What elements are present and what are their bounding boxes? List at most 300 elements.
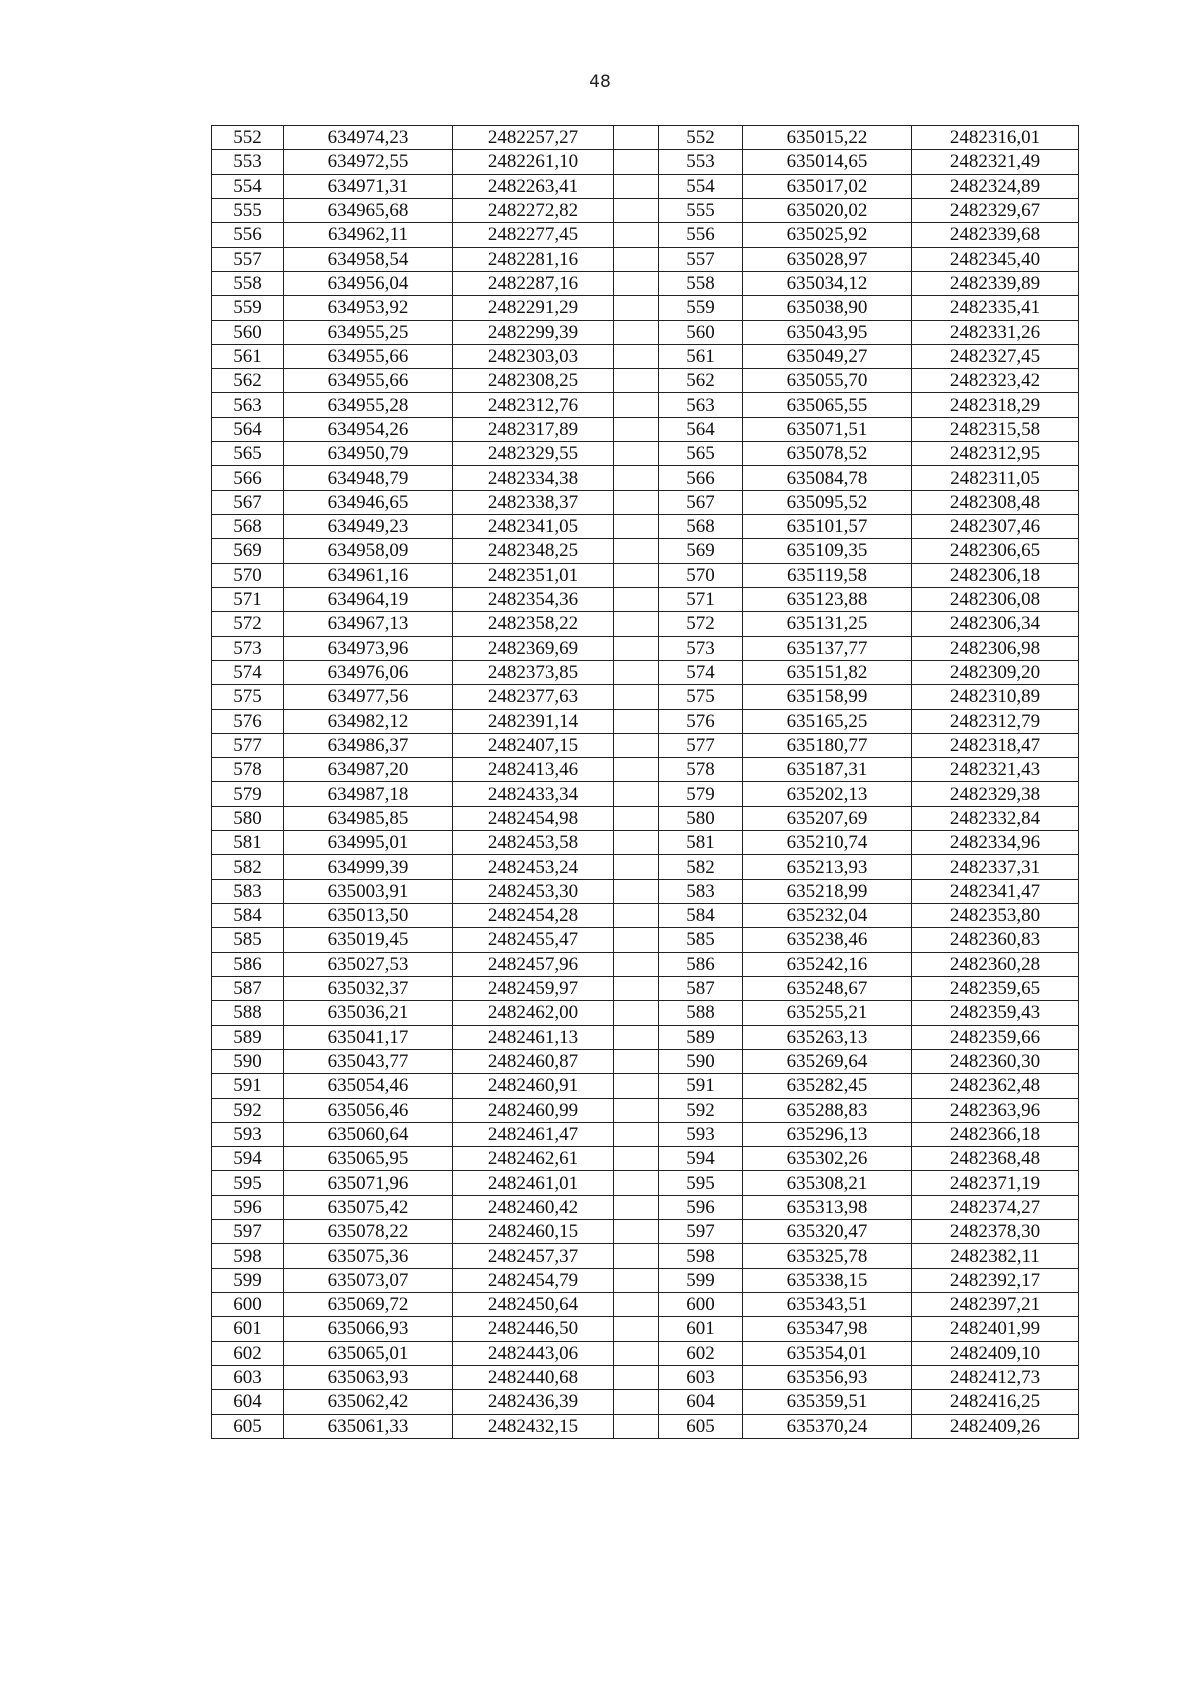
x-coordinate-left: 635061,33 — [284, 1414, 453, 1438]
x-coordinate-right: 635242,16 — [743, 952, 912, 976]
table-row — [212, 174, 1079, 198]
x-coordinate-left: 635054,46 — [284, 1074, 453, 1098]
spacer-cell — [614, 1147, 659, 1171]
table-row — [212, 1365, 1079, 1389]
y-coordinate-left: 2482257,27 — [453, 126, 614, 150]
point-number-left: 590 — [212, 1049, 284, 1073]
x-coordinate-left: 634972,55 — [284, 150, 453, 174]
table-row — [212, 563, 1079, 587]
y-coordinate-left: 2482460,91 — [453, 1074, 614, 1098]
point-number-right: 559 — [659, 296, 743, 320]
point-number-right: 575 — [659, 685, 743, 709]
table-row — [212, 1122, 1079, 1146]
spacer-cell — [614, 660, 659, 684]
table-row — [212, 758, 1079, 782]
y-coordinate-right: 2482363,96 — [912, 1098, 1079, 1122]
point-number-left: 571 — [212, 587, 284, 611]
table-row — [212, 782, 1079, 806]
spacer-cell — [614, 758, 659, 782]
point-number-left: 588 — [212, 1001, 284, 1025]
y-coordinate-left: 2482432,15 — [453, 1414, 614, 1438]
y-coordinate-right: 2482359,43 — [912, 1001, 1079, 1025]
x-coordinate-left: 635066,93 — [284, 1317, 453, 1341]
x-coordinate-left: 634955,66 — [284, 344, 453, 368]
x-coordinate-right: 635034,12 — [743, 271, 912, 295]
y-coordinate-right: 2482360,30 — [912, 1049, 1079, 1073]
x-coordinate-right: 635151,82 — [743, 660, 912, 684]
y-coordinate-right: 2482312,79 — [912, 709, 1079, 733]
y-coordinate-right: 2482306,98 — [912, 636, 1079, 660]
y-coordinate-right: 2482345,40 — [912, 247, 1079, 271]
spacer-cell — [614, 490, 659, 514]
y-coordinate-left: 2482407,15 — [453, 733, 614, 757]
spacer-cell — [614, 587, 659, 611]
y-coordinate-left: 2482351,01 — [453, 563, 614, 587]
spacer-cell — [614, 466, 659, 490]
x-coordinate-left: 635060,64 — [284, 1122, 453, 1146]
y-coordinate-right: 2482366,18 — [912, 1122, 1079, 1146]
point-number-right: 584 — [659, 904, 743, 928]
table-row — [212, 1317, 1079, 1341]
spacer-cell — [614, 1171, 659, 1195]
table-row — [212, 709, 1079, 733]
x-coordinate-left: 635027,53 — [284, 952, 453, 976]
y-coordinate-left: 2482391,14 — [453, 709, 614, 733]
point-number-right: 552 — [659, 126, 743, 150]
point-number-right: 560 — [659, 320, 743, 344]
spacer-cell — [614, 515, 659, 539]
x-coordinate-left: 635062,42 — [284, 1390, 453, 1414]
point-number-right: 558 — [659, 271, 743, 295]
y-coordinate-right: 2482312,95 — [912, 442, 1079, 466]
spacer-cell — [614, 150, 659, 174]
point-number-right: 569 — [659, 539, 743, 563]
x-coordinate-right: 635302,26 — [743, 1147, 912, 1171]
y-coordinate-left: 2482457,37 — [453, 1244, 614, 1268]
y-coordinate-left: 2482462,00 — [453, 1001, 614, 1025]
y-coordinate-right: 2482323,42 — [912, 369, 1079, 393]
y-coordinate-right: 2482309,20 — [912, 660, 1079, 684]
point-number-left: 595 — [212, 1171, 284, 1195]
point-number-right: 599 — [659, 1268, 743, 1292]
point-number-right: 586 — [659, 952, 743, 976]
point-number-left: 564 — [212, 417, 284, 441]
table-row — [212, 539, 1079, 563]
point-number-left: 554 — [212, 174, 284, 198]
x-coordinate-right: 635028,97 — [743, 247, 912, 271]
point-number-left: 599 — [212, 1268, 284, 1292]
point-number-left: 569 — [212, 539, 284, 563]
x-coordinate-right: 635232,04 — [743, 904, 912, 928]
x-coordinate-left: 635075,42 — [284, 1195, 453, 1219]
y-coordinate-left: 2482460,42 — [453, 1195, 614, 1219]
y-coordinate-right: 2482337,31 — [912, 855, 1079, 879]
table-row — [212, 1001, 1079, 1025]
spacer-cell — [614, 1244, 659, 1268]
y-coordinate-left: 2482277,45 — [453, 223, 614, 247]
y-coordinate-left: 2482450,64 — [453, 1293, 614, 1317]
point-number-right: 554 — [659, 174, 743, 198]
y-coordinate-left: 2482453,24 — [453, 855, 614, 879]
point-number-left: 573 — [212, 636, 284, 660]
y-coordinate-right: 2482306,18 — [912, 563, 1079, 587]
x-coordinate-left: 635071,96 — [284, 1171, 453, 1195]
table-row — [212, 1414, 1079, 1438]
point-number-right: 589 — [659, 1025, 743, 1049]
point-number-right: 576 — [659, 709, 743, 733]
x-coordinate-right: 635218,99 — [743, 879, 912, 903]
point-number-right: 571 — [659, 587, 743, 611]
point-number-left: 555 — [212, 198, 284, 222]
table-row — [212, 393, 1079, 417]
x-coordinate-right: 635296,13 — [743, 1122, 912, 1146]
x-coordinate-left: 635019,45 — [284, 928, 453, 952]
point-number-left: 585 — [212, 928, 284, 952]
y-coordinate-right: 2482315,58 — [912, 417, 1079, 441]
table-row — [212, 271, 1079, 295]
x-coordinate-left: 634976,06 — [284, 660, 453, 684]
x-coordinate-right: 635180,77 — [743, 733, 912, 757]
point-number-right: 603 — [659, 1365, 743, 1389]
point-number-right: 565 — [659, 442, 743, 466]
x-coordinate-right: 635071,51 — [743, 417, 912, 441]
table-row — [212, 636, 1079, 660]
y-coordinate-left: 2482440,68 — [453, 1365, 614, 1389]
y-coordinate-right: 2482371,19 — [912, 1171, 1079, 1195]
spacer-cell — [614, 1122, 659, 1146]
spacer-cell — [614, 612, 659, 636]
y-coordinate-left: 2482354,36 — [453, 587, 614, 611]
spacer-cell — [614, 1390, 659, 1414]
point-number-right: 598 — [659, 1244, 743, 1268]
x-coordinate-left: 635043,77 — [284, 1049, 453, 1073]
point-number-left: 601 — [212, 1317, 284, 1341]
x-coordinate-left: 634973,96 — [284, 636, 453, 660]
y-coordinate-right: 2482331,26 — [912, 320, 1079, 344]
y-coordinate-right: 2482416,25 — [912, 1390, 1079, 1414]
y-coordinate-left: 2482453,58 — [453, 831, 614, 855]
x-coordinate-right: 635359,51 — [743, 1390, 912, 1414]
y-coordinate-left: 2482453,30 — [453, 879, 614, 903]
y-coordinate-right: 2482307,46 — [912, 515, 1079, 539]
x-coordinate-left: 634985,85 — [284, 806, 453, 830]
point-number-right: 591 — [659, 1074, 743, 1098]
x-coordinate-right: 635320,47 — [743, 1220, 912, 1244]
table-row — [212, 831, 1079, 855]
x-coordinate-right: 635158,99 — [743, 685, 912, 709]
spacer-cell — [614, 904, 659, 928]
spacer-cell — [614, 539, 659, 563]
y-coordinate-right: 2482359,66 — [912, 1025, 1079, 1049]
point-number-left: 572 — [212, 612, 284, 636]
spacer-cell — [614, 417, 659, 441]
y-coordinate-left: 2482457,96 — [453, 952, 614, 976]
table-row — [212, 1390, 1079, 1414]
x-coordinate-right: 635049,27 — [743, 344, 912, 368]
spacer-cell — [614, 126, 659, 150]
point-number-right: 567 — [659, 490, 743, 514]
x-coordinate-left: 635032,37 — [284, 976, 453, 1000]
y-coordinate-left: 2482446,50 — [453, 1317, 614, 1341]
y-coordinate-right: 2482378,30 — [912, 1220, 1079, 1244]
table-row — [212, 1220, 1079, 1244]
y-coordinate-left: 2482291,29 — [453, 296, 614, 320]
point-number-right: 602 — [659, 1341, 743, 1365]
y-coordinate-right: 2482368,48 — [912, 1147, 1079, 1171]
point-number-left: 557 — [212, 247, 284, 271]
spacer-cell — [614, 1098, 659, 1122]
x-coordinate-left: 635065,01 — [284, 1341, 453, 1365]
x-coordinate-left: 634954,26 — [284, 417, 453, 441]
table-row — [212, 344, 1079, 368]
table-row — [212, 952, 1079, 976]
table-row — [212, 879, 1079, 903]
x-coordinate-left: 634953,92 — [284, 296, 453, 320]
point-number-left: 558 — [212, 271, 284, 295]
x-coordinate-right: 635356,93 — [743, 1365, 912, 1389]
y-coordinate-left: 2482341,05 — [453, 515, 614, 539]
x-coordinate-right: 635210,74 — [743, 831, 912, 855]
y-coordinate-left: 2482454,79 — [453, 1268, 614, 1292]
point-number-left: 597 — [212, 1220, 284, 1244]
y-coordinate-right: 2482360,28 — [912, 952, 1079, 976]
y-coordinate-right: 2482329,38 — [912, 782, 1079, 806]
x-coordinate-right: 635347,98 — [743, 1317, 912, 1341]
table-row — [212, 855, 1079, 879]
table-row — [212, 320, 1079, 344]
spacer-cell — [614, 806, 659, 830]
x-coordinate-left: 635056,46 — [284, 1098, 453, 1122]
point-number-right: 564 — [659, 417, 743, 441]
y-coordinate-right: 2482318,47 — [912, 733, 1079, 757]
x-coordinate-right: 635202,13 — [743, 782, 912, 806]
table-row — [212, 1195, 1079, 1219]
y-coordinate-left: 2482454,98 — [453, 806, 614, 830]
x-coordinate-left: 634982,12 — [284, 709, 453, 733]
table-row — [212, 417, 1079, 441]
spacer-cell — [614, 1001, 659, 1025]
table-row — [212, 1268, 1079, 1292]
x-coordinate-left: 635003,91 — [284, 879, 453, 903]
spacer-cell — [614, 1025, 659, 1049]
point-number-right: 579 — [659, 782, 743, 806]
point-number-left: 578 — [212, 758, 284, 782]
y-coordinate-right: 2482316,01 — [912, 126, 1079, 150]
x-coordinate-left: 634956,04 — [284, 271, 453, 295]
x-coordinate-left: 635036,21 — [284, 1001, 453, 1025]
x-coordinate-left: 635063,93 — [284, 1365, 453, 1389]
point-number-left: 586 — [212, 952, 284, 976]
point-number-right: 573 — [659, 636, 743, 660]
spacer-cell — [614, 879, 659, 903]
x-coordinate-left: 634987,20 — [284, 758, 453, 782]
x-coordinate-left: 635069,72 — [284, 1293, 453, 1317]
point-number-left: 593 — [212, 1122, 284, 1146]
y-coordinate-right: 2482409,26 — [912, 1414, 1079, 1438]
point-number-right: 556 — [659, 223, 743, 247]
point-number-left: 584 — [212, 904, 284, 928]
x-coordinate-left: 635078,22 — [284, 1220, 453, 1244]
point-number-right: 581 — [659, 831, 743, 855]
y-coordinate-left: 2482358,22 — [453, 612, 614, 636]
x-coordinate-left: 634950,79 — [284, 442, 453, 466]
x-coordinate-right: 635131,25 — [743, 612, 912, 636]
y-coordinate-right: 2482318,29 — [912, 393, 1079, 417]
table-row — [212, 587, 1079, 611]
y-coordinate-left: 2482460,99 — [453, 1098, 614, 1122]
y-coordinate-left: 2482443,06 — [453, 1341, 614, 1365]
x-coordinate-right: 635014,65 — [743, 150, 912, 174]
x-coordinate-left: 634965,68 — [284, 198, 453, 222]
y-coordinate-right: 2482306,08 — [912, 587, 1079, 611]
point-number-right: 600 — [659, 1293, 743, 1317]
point-number-left: 562 — [212, 369, 284, 393]
spacer-cell — [614, 709, 659, 733]
y-coordinate-left: 2482338,37 — [453, 490, 614, 514]
y-coordinate-left: 2482329,55 — [453, 442, 614, 466]
y-coordinate-right: 2482327,45 — [912, 344, 1079, 368]
spacer-cell — [614, 928, 659, 952]
y-coordinate-left: 2482272,82 — [453, 198, 614, 222]
spacer-cell — [614, 1365, 659, 1389]
y-coordinate-left: 2482369,69 — [453, 636, 614, 660]
table-row — [212, 806, 1079, 830]
point-number-left: 598 — [212, 1244, 284, 1268]
spacer-cell — [614, 296, 659, 320]
point-number-right: 594 — [659, 1147, 743, 1171]
table-row — [212, 1147, 1079, 1171]
y-coordinate-left: 2482377,63 — [453, 685, 614, 709]
x-coordinate-right: 635269,64 — [743, 1049, 912, 1073]
point-number-left: 574 — [212, 660, 284, 684]
point-number-right: 561 — [659, 344, 743, 368]
y-coordinate-right: 2482374,27 — [912, 1195, 1079, 1219]
x-coordinate-left: 634948,79 — [284, 466, 453, 490]
x-coordinate-right: 635055,70 — [743, 369, 912, 393]
point-number-left: 594 — [212, 1147, 284, 1171]
point-number-left: 559 — [212, 296, 284, 320]
y-coordinate-right: 2482401,99 — [912, 1317, 1079, 1341]
spacer-cell — [614, 563, 659, 587]
spacer-cell — [614, 344, 659, 368]
x-coordinate-left: 634974,23 — [284, 126, 453, 150]
y-coordinate-right: 2482332,84 — [912, 806, 1079, 830]
x-coordinate-right: 635213,93 — [743, 855, 912, 879]
x-coordinate-left: 634946,65 — [284, 490, 453, 514]
point-number-left: 577 — [212, 733, 284, 757]
page-number: 48 — [589, 72, 611, 92]
point-number-left: 603 — [212, 1365, 284, 1389]
y-coordinate-left: 2482460,15 — [453, 1220, 614, 1244]
table-row — [212, 660, 1079, 684]
point-number-right: 583 — [659, 879, 743, 903]
y-coordinate-right: 2482392,17 — [912, 1268, 1079, 1292]
table-row — [212, 733, 1079, 757]
y-coordinate-right: 2482321,43 — [912, 758, 1079, 782]
point-number-right: 568 — [659, 515, 743, 539]
y-coordinate-left: 2482461,47 — [453, 1122, 614, 1146]
table-row — [212, 928, 1079, 952]
spacer-cell — [614, 1317, 659, 1341]
point-number-left: 575 — [212, 685, 284, 709]
x-coordinate-right: 635137,77 — [743, 636, 912, 660]
x-coordinate-left: 634986,37 — [284, 733, 453, 757]
point-number-left: 604 — [212, 1390, 284, 1414]
point-number-left: 605 — [212, 1414, 284, 1438]
x-coordinate-left: 634971,31 — [284, 174, 453, 198]
x-coordinate-right: 635238,46 — [743, 928, 912, 952]
point-number-right: 553 — [659, 150, 743, 174]
spacer-cell — [614, 247, 659, 271]
spacer-cell — [614, 198, 659, 222]
x-coordinate-right: 635123,88 — [743, 587, 912, 611]
table-row — [212, 490, 1079, 514]
point-number-right: 562 — [659, 369, 743, 393]
x-coordinate-right: 635084,78 — [743, 466, 912, 490]
point-number-right: 563 — [659, 393, 743, 417]
x-coordinate-left: 634995,01 — [284, 831, 453, 855]
point-number-left: 566 — [212, 466, 284, 490]
spacer-cell — [614, 223, 659, 247]
x-coordinate-right: 635109,35 — [743, 539, 912, 563]
y-coordinate-left: 2482373,85 — [453, 660, 614, 684]
point-number-left: 580 — [212, 806, 284, 830]
spacer-cell — [614, 976, 659, 1000]
y-coordinate-right: 2482329,67 — [912, 198, 1079, 222]
point-number-left: 591 — [212, 1074, 284, 1098]
spacer-cell — [614, 831, 659, 855]
y-coordinate-left: 2482263,41 — [453, 174, 614, 198]
point-number-right: 555 — [659, 198, 743, 222]
x-coordinate-right: 635187,31 — [743, 758, 912, 782]
y-coordinate-left: 2482312,76 — [453, 393, 614, 417]
spacer-cell — [614, 782, 659, 806]
point-number-left: 579 — [212, 782, 284, 806]
x-coordinate-left: 634987,18 — [284, 782, 453, 806]
spacer-cell — [614, 952, 659, 976]
x-coordinate-left: 635013,50 — [284, 904, 453, 928]
point-number-right: 601 — [659, 1317, 743, 1341]
y-coordinate-left: 2482281,16 — [453, 247, 614, 271]
spacer-cell — [614, 636, 659, 660]
point-number-right: 566 — [659, 466, 743, 490]
coordinates-table — [211, 125, 1079, 1439]
x-coordinate-right: 635017,02 — [743, 174, 912, 198]
point-number-right: 570 — [659, 563, 743, 587]
point-number-left: 581 — [212, 831, 284, 855]
y-coordinate-right: 2482335,41 — [912, 296, 1079, 320]
table-row — [212, 223, 1079, 247]
x-coordinate-right: 635165,25 — [743, 709, 912, 733]
point-number-right: 585 — [659, 928, 743, 952]
x-coordinate-right: 635015,22 — [743, 126, 912, 150]
y-coordinate-right: 2482311,05 — [912, 466, 1079, 490]
table-row — [212, 612, 1079, 636]
point-number-right: 587 — [659, 976, 743, 1000]
table-row — [212, 247, 1079, 271]
x-coordinate-right: 635288,83 — [743, 1098, 912, 1122]
x-coordinate-left: 634967,13 — [284, 612, 453, 636]
y-coordinate-right: 2482397,21 — [912, 1293, 1079, 1317]
table-row — [212, 442, 1079, 466]
x-coordinate-left: 634955,28 — [284, 393, 453, 417]
y-coordinate-right: 2482324,89 — [912, 174, 1079, 198]
y-coordinate-left: 2482303,03 — [453, 344, 614, 368]
y-coordinate-right: 2482362,48 — [912, 1074, 1079, 1098]
table-row — [212, 515, 1079, 539]
x-coordinate-left: 634955,25 — [284, 320, 453, 344]
table-row — [212, 150, 1079, 174]
